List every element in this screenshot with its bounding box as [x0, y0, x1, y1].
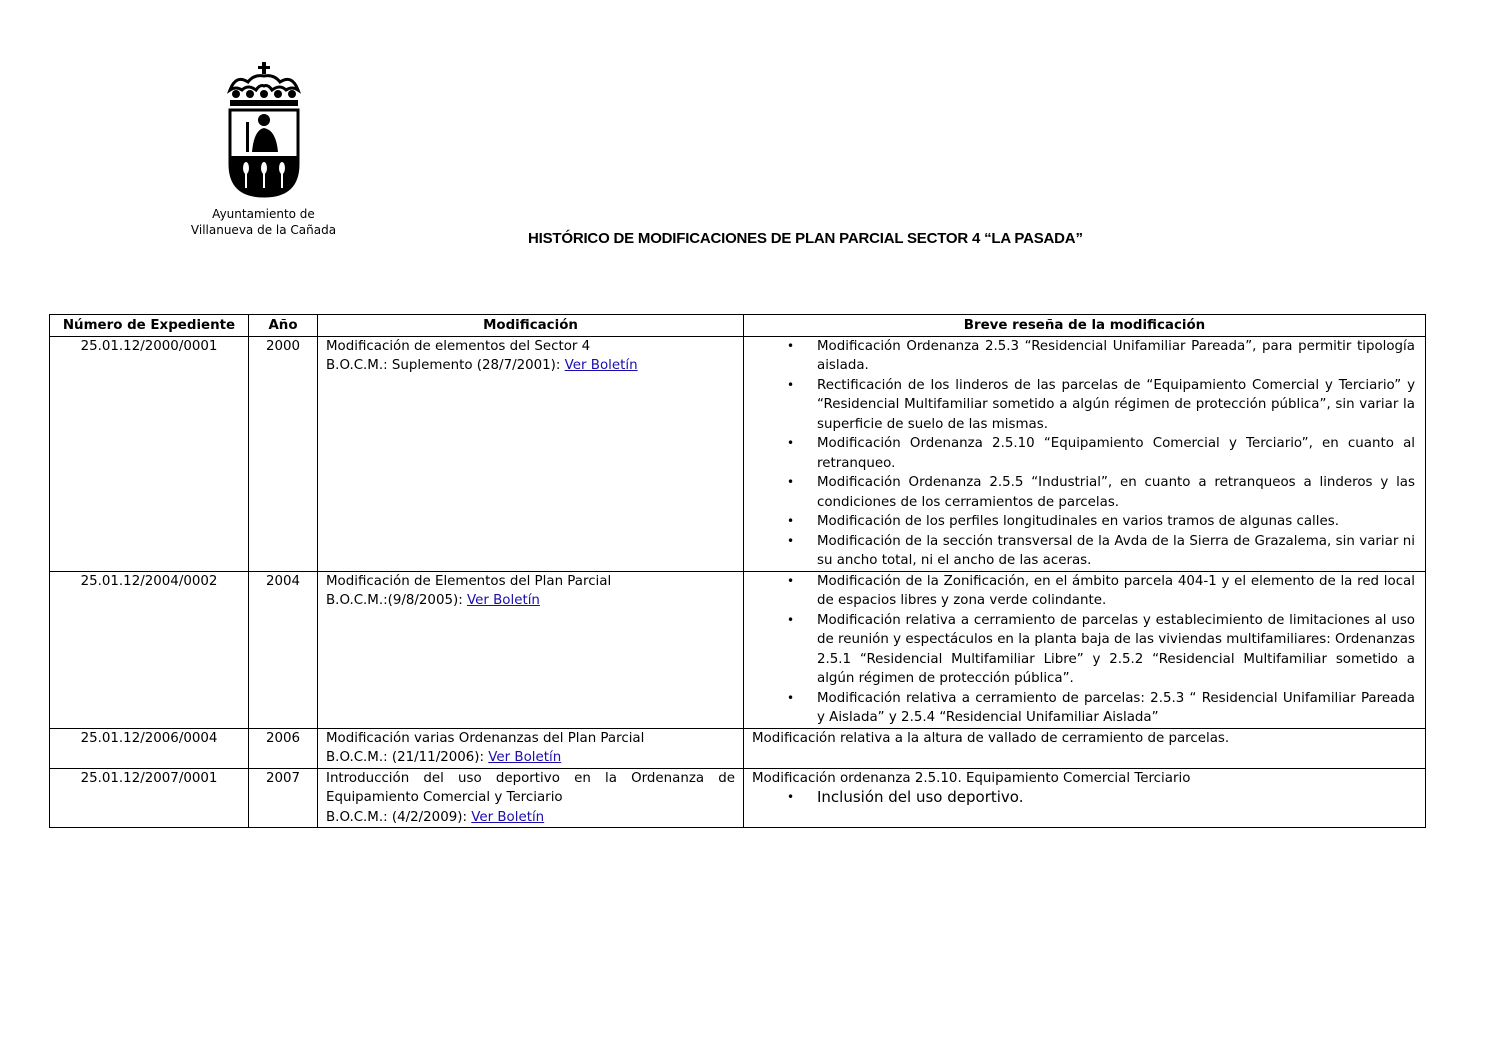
expediente-year: 2007: [249, 768, 318, 828]
description-item: • Modificación Ordenanza 2.5.10 “Equipamiento Comercial y Terciario”, en cuanto al retranqueo.: [817, 434, 1415, 473]
description-cell: [744, 336, 1426, 571]
coat-of-arms-icon: [224, 60, 304, 200]
description-item: • Modificación de la sección transversal de la Avda de la Sierra de Grazalema, sin variar ni su ancho total, ni el ancho de las aceras.: [817, 532, 1415, 571]
header-anio: Año: [249, 315, 318, 337]
description-item: • Modificación relativa a cerramiento de parcelas y establecimiento de limitaciones al uso de reunión y espectáculos en la planta baja de las viviendas multifamiliares: Ordenanzas 2.5.1 “Residencial Multifamiliar Libre” y 2.5.2 “Residencial Multifamiliar sometido a algún régimen de protección pública”.: [817, 611, 1415, 689]
expediente-year: 2000: [249, 336, 318, 571]
description-item: • Inclusión del uso deportivo.: [817, 788, 1415, 808]
header-resena: Breve reseña de la modificación: [744, 315, 1426, 337]
bocm-text: B.O.C.M.: Suplemento (28/7/2001):: [326, 358, 565, 373]
modification-title: Modificación de elementos del Sector 4: [326, 338, 591, 354]
description-list: [752, 572, 1417, 728]
bocm-reference: [326, 356, 735, 376]
modifications-table: [49, 314, 1426, 828]
expediente-number: 25.01.12/2007/0001: [50, 768, 249, 828]
modification-cell: [318, 728, 744, 768]
description-list: [752, 337, 1417, 571]
description-text: Modificación relativa a la altura de vallado de cerramiento de parcelas.: [752, 730, 1230, 746]
document-title: HISTÓRICO DE MODIFICACIONES DE PLAN PARCIAL SECTOR 4 “LA PASADA”: [528, 230, 1083, 247]
org-name-line2: Villanueva de la Cañada: [190, 223, 337, 237]
bocm-text: B.O.C.M.:(9/8/2005):: [326, 593, 467, 608]
modification-title: Modificación de Elementos del Plan Parcial: [326, 573, 612, 589]
description-text: Modificación ordenanza 2.5.10. Equipamiento Comercial Terciario: [752, 770, 1191, 786]
ver-boletin-link[interactable]: Ver Boletín: [488, 750, 562, 765]
description-cell: [744, 571, 1426, 728]
bocm-text: B.O.C.M.: (4/2/2009):: [326, 809, 472, 825]
expediente-year: 2006: [249, 728, 318, 768]
description-item: • Modificación Ordenanza 2.5.5 “Industrial”, en cuanto a retranqueos a linderos y las condiciones de los cerramientos de parcelas.: [817, 473, 1415, 512]
header-numero-expediente: Número de Expediente: [50, 315, 249, 337]
description-list: [752, 788, 1417, 808]
ver-boletin-link[interactable]: Ver Boletín: [466, 593, 540, 608]
modification-cell: [318, 336, 744, 571]
description-cell: [744, 728, 1426, 768]
description-item: • Rectificación de los linderos de las parcelas de “Equipamiento Comercial y Terciario” y “Residencial Multifamiliar sometido a algún régimen de protección pública”, sin variar la superficie de suelo de las mismas.: [817, 376, 1415, 435]
description-item: • Modificación de los perfiles longitudinales en varios tramos de algunas calles.: [817, 512, 1415, 532]
expediente-number: 25.01.12/2006/0004: [50, 728, 249, 768]
bocm-reference: [326, 748, 735, 768]
modification-title: Modificación varias Ordenanzas del Plan Parcial: [326, 730, 645, 746]
bocm-reference: [326, 808, 735, 828]
expediente-year: 2004: [249, 571, 318, 728]
expediente-number: 25.01.12/2004/0002: [50, 571, 249, 728]
table-row: [50, 336, 1426, 571]
modification-cell: [318, 768, 744, 828]
header-modificacion: Modificación: [318, 315, 744, 337]
table-header-row: [50, 315, 1426, 337]
bocm-reference: [326, 591, 735, 611]
description-item: • Modificación relativa a cerramiento de parcelas: 2.5.3 “ Residencial Unifamiliar Pareada y Aislada” y 2.5.4 “Residencial Unifamiliar Aislada”: [817, 689, 1415, 728]
municipal-logo: [186, 60, 341, 240]
bocm-text: B.O.C.M.: (21/11/2006):: [326, 750, 489, 765]
description-item: • Modificación de la Zonificación, en el ámbito parcela 404-1 y el elemento de la red local de espacios libres y zona verde colindante.: [817, 572, 1415, 611]
table-row: [50, 571, 1426, 728]
description-cell: [744, 768, 1426, 828]
modification-cell: [318, 571, 744, 728]
ver-boletin-link[interactable]: Ver Boletín: [564, 358, 638, 373]
description-item: • Modificación Ordenanza 2.5.3 “Residencial Unifamiliar Pareada”, para permitir tipología aislada.: [817, 337, 1415, 376]
table-row: [50, 728, 1426, 768]
modification-title: Introducción del uso deportivo en la Ordenanza de Equipamiento Comercial y Terciario: [326, 770, 735, 805]
org-name-line1: Ayuntamiento de: [212, 207, 315, 221]
ver-boletin-link[interactable]: Ver Boletín: [471, 809, 545, 825]
expediente-number: 25.01.12/2000/0001: [50, 336, 249, 571]
table-row: [50, 768, 1426, 828]
